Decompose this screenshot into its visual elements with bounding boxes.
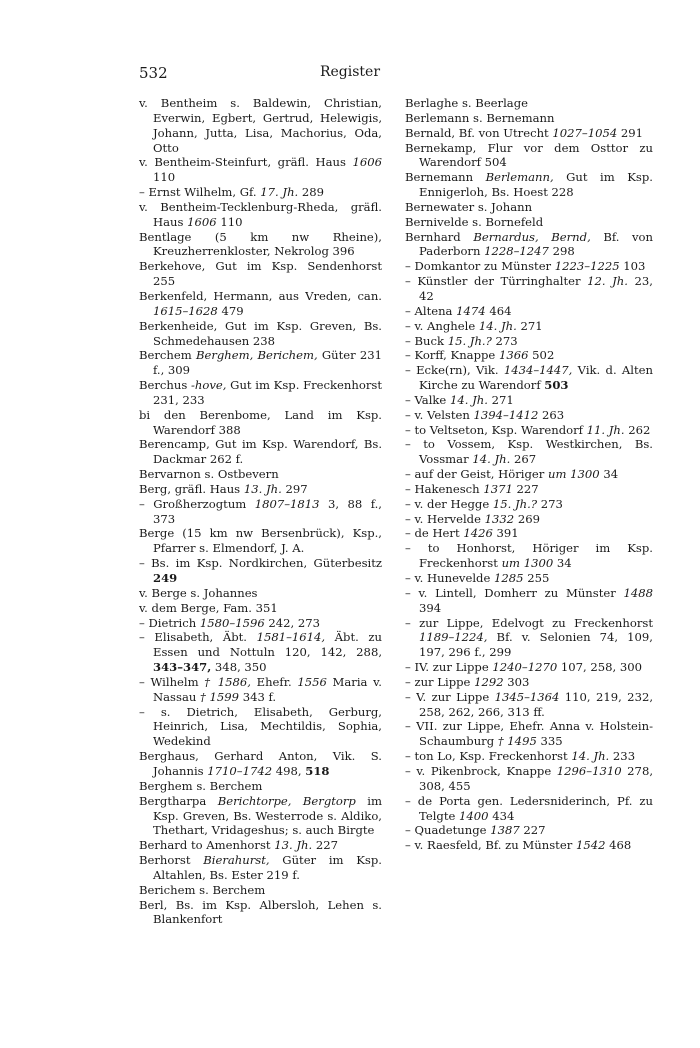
index-entry (405, 675, 653, 690)
index-entry (405, 467, 653, 482)
entry-text: Berlaghe s. Beerlage (405, 96, 528, 110)
index-entry (405, 512, 653, 527)
entry-text: 227 (512, 481, 539, 496)
entry-text: 394 (419, 600, 442, 615)
entry-text: – Ecke(rn), Vik. (405, 363, 504, 378)
index-entry (405, 170, 653, 200)
entry-text: 110, 219, 232, 258, 262, 266, 313 ff. (419, 689, 654, 719)
entry-text: bi den Berenbome, Land im Ksp. Warendorf 388 (139, 407, 382, 437)
index-entry (139, 378, 382, 408)
entry-text: 343 f. (239, 689, 277, 704)
entry-text: 278, 308, 455 (419, 763, 653, 793)
entry-text: – IV. zur Lippe (405, 660, 493, 675)
entry-text: v. Bentheim s. Baldewin, Christian, Everwin, Egbert, Gertrud, Helewigis, Johann, Jutta, Lisa, Machorius, Oda, Otto (139, 96, 382, 155)
entry-text: 479 (217, 303, 244, 318)
entry-text: 15. Jh.? (447, 333, 492, 348)
entry-text: 11. Jh. (586, 422, 625, 437)
entry-text: Maria v. Nassau (153, 674, 382, 704)
entry-text: Bernewater s. Johann (405, 199, 533, 214)
index-entry (405, 660, 653, 675)
entry-text: 1332 (484, 511, 515, 526)
entry-text: – Großherzogtum (139, 496, 255, 511)
index-entry (405, 690, 653, 720)
entry-text: Berichtorpe, Bergtorp (217, 793, 356, 808)
entry-text: Gut im Ksp. Freckenhorst 231, 233 (153, 378, 382, 407)
index-entry (405, 215, 653, 230)
index-entry (139, 601, 382, 616)
entry-text: Berhorst (139, 853, 204, 868)
index-entry (139, 630, 382, 675)
entry-text: v. dem Berge, Fam. 351 (139, 600, 278, 615)
entry-text: – Dietrich (139, 615, 200, 630)
entry-text: 1228–1247 (484, 244, 549, 259)
entry-text: – Hakenesch (405, 481, 484, 496)
entry-text: – v. Lintell, Domherr zu Münster (405, 585, 624, 600)
index-entry (405, 230, 653, 260)
entry-text: Güter 231 f., 309 (153, 348, 382, 378)
running-head: Register (319, 64, 381, 80)
entry-text: 34 (599, 467, 619, 482)
entry-text: – Domkantor zu Münster (405, 259, 555, 274)
entry-text: Bernardus, Bernd, (473, 229, 591, 244)
entry-text: – Buck (405, 333, 448, 348)
index-entry (405, 423, 653, 438)
index-entry (139, 96, 382, 155)
entry-text: – to Vossem, Ksp. Westkirchen, Bs. Vossmar (405, 437, 653, 467)
entry-text: 267 (510, 452, 537, 467)
index-entry (405, 571, 653, 586)
entry-text: 1387 (490, 823, 520, 838)
entry-text: – v. Hervelde (405, 511, 485, 526)
entry-text: 297 (281, 481, 308, 496)
entry-text: 242, 273 (264, 615, 321, 630)
entry-text: 503 (544, 378, 569, 393)
entry-text: Berhard to Amenhorst (139, 838, 275, 853)
entry-text: 1606 (187, 214, 217, 229)
entry-text: 303 (503, 674, 530, 689)
index-entry (139, 705, 382, 750)
entry-text: – v. Anghele (405, 318, 479, 333)
entry-text: Bernemann (405, 170, 486, 185)
index-entry (405, 393, 653, 408)
entry-text: † 1495 (497, 734, 537, 749)
entry-text: – v. Raesfeld, Bf. zu Münster (405, 838, 576, 853)
index-entry (405, 304, 653, 319)
entry-text: 1426 (463, 526, 493, 541)
entry-text: 3, 88 f., 373 (153, 496, 382, 526)
index-entry (139, 497, 382, 527)
index-entry (405, 363, 653, 393)
entry-text: 233 (609, 749, 636, 764)
index-entry (405, 348, 653, 363)
entry-text: 348, 350 (211, 660, 267, 675)
entry-text: 110 (153, 170, 176, 185)
entry-text: 34 (553, 556, 572, 571)
index-entry (405, 838, 653, 853)
entry-text: -hove, (191, 378, 227, 393)
entry-text: – ton Lo, Ksp. Freckenhorst (405, 749, 572, 764)
entry-text: – v. der Hegge (405, 496, 493, 511)
entry-text: 1400 (459, 808, 489, 823)
entry-text: Bernekamp, Flur vor dem Osttor zu Warendorf 504 (405, 140, 653, 170)
index-column-left (139, 96, 382, 927)
entry-text: † 1586, (204, 674, 251, 689)
entry-text: 1556 (297, 674, 327, 689)
entry-text: Ehefr. (250, 674, 298, 689)
entry-text: Berg, gräfl. Haus (139, 481, 244, 496)
index-entry (139, 749, 382, 779)
entry-text: Berchus (139, 378, 192, 393)
entry-text: Äbt. zu Essen und Nottuln 120, 142, 288, (153, 630, 382, 660)
entry-text: Berencamp, Gut im Ksp. Warendorf, Bs. Dackmar 262 f. (139, 437, 382, 467)
entry-text: Berkehove, Gut im Ksp. Sendenhorst 255 (139, 259, 382, 289)
entry-text: – zur Lippe, Edelvogt zu Freckenhorst (405, 615, 653, 630)
index-entry (139, 482, 382, 497)
index-entry (405, 482, 653, 497)
entry-text: 1615–1628 (153, 303, 218, 318)
entry-text: Bentlage (5 km nw Rheine), Kreuzherrenkloster, Nekrolog 396 (139, 229, 382, 259)
entry-text: 502 (528, 348, 555, 363)
index-entry (405, 259, 653, 274)
entry-text: 1474 (456, 303, 486, 318)
index-entry (139, 467, 382, 482)
index-entry (139, 616, 382, 631)
entry-text: 255 (523, 571, 550, 585)
entry-text: im Ksp. Greven, Bs. Westerrode s. Aldiko, Thethart, Vridageshus; s. auch Birgte (153, 793, 383, 838)
index-entry (139, 289, 382, 319)
entry-text: – Bs. im Ksp. Nordkirchen, Güterbesitz (139, 556, 382, 571)
entry-text: 249 (153, 571, 178, 585)
index-entry (405, 334, 653, 349)
entry-text: 1807–1813 (254, 496, 320, 511)
entry-text: – VII. zur Lippe, Ehefr. Anna v. Holstein-Schaumburg (405, 719, 653, 749)
entry-text: 1488 (623, 585, 653, 600)
entry-text: 14. Jh. (478, 318, 517, 333)
index-entry (405, 719, 653, 749)
entry-text: – Valke (405, 392, 450, 407)
entry-text: 14. Jh. (571, 749, 610, 764)
entry-text: 13. Jh. (243, 481, 282, 496)
entry-text: – Elisabeth, Äbt. (139, 630, 257, 645)
entry-text: 335 (536, 734, 563, 749)
entry-text: Bf. v. Selonien 74, 109, 197, 296 f., 299 (419, 630, 653, 660)
index-entry (139, 883, 382, 898)
index-entry (139, 794, 382, 839)
entry-text: 12. Jh. (587, 274, 628, 289)
entry-text: – to Veltseton, Ksp. Warendorf (405, 422, 587, 437)
index-entry (139, 348, 382, 378)
index-entry (139, 586, 382, 601)
entry-text: Gut im Ksp. Ennigerloh, Bs. Hoest 228 (419, 170, 653, 200)
index-entry (139, 200, 382, 230)
index-entry (405, 111, 653, 126)
index-entry (405, 141, 653, 171)
entry-text: 1366 (498, 348, 529, 363)
entry-text: 498, (272, 763, 306, 778)
entry-text: 269 (514, 511, 540, 526)
entry-text: – zur Lippe (405, 674, 475, 689)
entry-text: 291 (617, 125, 644, 140)
index-entry (139, 838, 382, 853)
index-entry (405, 526, 653, 541)
entry-text: Berichem s. Berchem (139, 882, 266, 897)
index-entry (405, 497, 653, 512)
entry-text: 227 (519, 823, 546, 838)
entry-text: 1580–1596 (199, 615, 265, 630)
entry-text: 1394–1412 (473, 407, 539, 422)
entry-text: v. Bentheim-Tecklenburg-Rheda, gräfl. Haus (139, 199, 382, 229)
entry-text: Berge (15 km nw Bersenbrück), Ksp., Pfarrer s. Elmendorf, J. A. (139, 526, 382, 556)
index-entry (405, 200, 653, 215)
index-entry (405, 586, 653, 616)
entry-text: 1223–1225 (554, 259, 620, 274)
entry-text: 103 (619, 259, 646, 274)
entry-text: Bernald, Bf. von Utrecht (405, 125, 553, 140)
entry-text: 468 (605, 838, 632, 853)
entry-text: 107, 258, 300 (557, 660, 643, 675)
entry-text: Berkenfeld, Hermann, aus Vreden, can. (139, 288, 382, 303)
entry-text: 1027–1054 (552, 125, 618, 140)
entry-text: Bierahurst, (203, 853, 270, 868)
entry-text: 110 (216, 214, 243, 229)
index-entry (139, 230, 382, 260)
entry-text: Bernivelde s. Bornefeld (405, 214, 544, 229)
entry-text: Berghaus, Gerhard Anton, Vik. S. Johannis (139, 749, 382, 778)
entry-text: Berchem (139, 348, 196, 363)
entry-text: 14. Jh. (472, 452, 511, 467)
entry-text: – de Hert (405, 526, 464, 541)
entry-text: † 1599 (200, 689, 240, 704)
index-entry (139, 319, 382, 349)
entry-text: 464 (485, 303, 512, 318)
entry-text: 13. Jh. (274, 838, 313, 853)
index-entry (405, 274, 653, 304)
entry-text: – Künstler der Türringhalter (405, 274, 588, 289)
entry-text: – to Honhorst, Höriger im Ksp. Freckenhorst (405, 541, 653, 571)
entry-text: 1240–1270 (492, 660, 558, 675)
index-entry (405, 749, 653, 764)
entry-text: – Altena (405, 303, 457, 318)
index-entry (405, 319, 653, 334)
entry-text: – Wilhelm (139, 674, 205, 689)
entry-text: 14. Jh. (449, 392, 488, 407)
entry-text: Bernhard (405, 229, 474, 244)
index-entry (139, 437, 382, 467)
entry-text: v. Bentheim-Steinfurt, gräfl. Haus (139, 155, 353, 170)
index-entry (139, 408, 382, 438)
entry-text: – auf der Geist, Höriger (405, 467, 549, 482)
entry-text: 1345–1364 (494, 689, 560, 704)
entry-text: 263 (538, 407, 565, 422)
entry-text: Bergtharpa (139, 793, 218, 808)
index-entry (139, 556, 382, 586)
entry-text: – Quadetunge (405, 823, 491, 838)
entry-text: Berl, Bs. im Ksp. Albersloh, Lehen s. Blankenfort (139, 897, 382, 927)
entry-text: 289 (298, 185, 325, 200)
entry-text: – s. Dietrich, Elisabeth, Gerburg, Heinrich, Lisa, Mechtildis, Sophia, Wedekind (139, 704, 382, 749)
entry-text: 15. Jh.? (492, 496, 538, 511)
index-entry (139, 185, 382, 200)
entry-text: – Ernst Wilhelm, Gf. (139, 185, 261, 200)
entry-text: 343–347, (153, 660, 212, 675)
index-entry (139, 779, 382, 794)
entry-text: 1285 (494, 571, 524, 585)
entry-text: – Korff, Knappe (405, 348, 499, 363)
entry-text: um 1300 (501, 556, 554, 571)
index-entry (405, 616, 653, 661)
index-entry (405, 541, 653, 571)
index-entry (139, 259, 382, 289)
index-entry (405, 126, 653, 141)
entry-text: 1710–1742 (207, 763, 273, 778)
entry-text: 227 (312, 838, 339, 853)
entry-text: – v. Pikenbrock, Knappe (405, 763, 557, 778)
entry-text: – v. Hunevelde (405, 571, 495, 585)
entry-text: 1542 (575, 838, 606, 853)
entry-text: 262 (624, 422, 651, 437)
entry-text: 298 (548, 244, 575, 259)
index-entry (405, 764, 653, 794)
entry-text: 271 (516, 318, 543, 333)
entry-text: Bf. von Paderborn (419, 229, 653, 259)
index-entry (139, 155, 382, 185)
index-entry (139, 675, 382, 705)
entry-text: Güter im Ksp. Altahlen, Bs. Ester 219 f. (153, 853, 382, 882)
entry-text: 391 (492, 526, 519, 541)
entry-text: um 1300 (548, 467, 600, 482)
entry-text: 1296–1310 (556, 763, 622, 778)
entry-text: 273 (537, 496, 563, 511)
index-entry (405, 408, 653, 423)
entry-text: 23, 42 (419, 274, 653, 303)
entry-text: v. Berge s. Johannes (139, 585, 258, 600)
entry-text: Berlemann, (485, 170, 554, 185)
index-entry (405, 794, 653, 824)
entry-text: 518 (305, 763, 330, 778)
index-entry (139, 526, 382, 556)
entry-text: 434 (488, 808, 515, 823)
index-entry (405, 96, 653, 111)
entry-text: Berghem, Berichem, (195, 348, 318, 363)
entry-text: – V. zur Lippe (405, 689, 495, 704)
index-entry (405, 823, 653, 838)
entry-text: 1434–1447, (503, 363, 573, 378)
index-entry (405, 437, 653, 467)
entry-text: 271 (487, 392, 514, 407)
entry-text: 1606 (352, 155, 382, 170)
entry-text: Berghem s. Berchem (139, 778, 263, 793)
index-entry (139, 853, 382, 883)
entry-text: 1581–1614, (256, 630, 326, 645)
entry-text: 17. Jh. (260, 185, 299, 200)
entry-text: Berkenheide, Gut im Ksp. Greven, Bs. Schmedehausen 238 (139, 318, 382, 348)
entry-text: 1189–1224, (419, 630, 488, 645)
page-number: 532 (139, 64, 168, 82)
index-entry (139, 898, 382, 928)
index-column-right (405, 96, 653, 853)
entry-text: Bervarnon s. Ostbevern (139, 467, 279, 482)
entry-text: Vik. d. Alten Kirche zu Warendorf (419, 363, 653, 393)
entry-text: – v. Velsten (405, 407, 474, 422)
entry-text: 273 (491, 333, 518, 348)
entry-text: 1292 (474, 674, 504, 689)
entry-text: Berlemann s. Bernemann (405, 110, 555, 125)
entry-text: – de Porta gen. Ledersniderinch, Pf. zu Telgte (405, 793, 653, 823)
entry-text: 1371 (483, 481, 513, 496)
